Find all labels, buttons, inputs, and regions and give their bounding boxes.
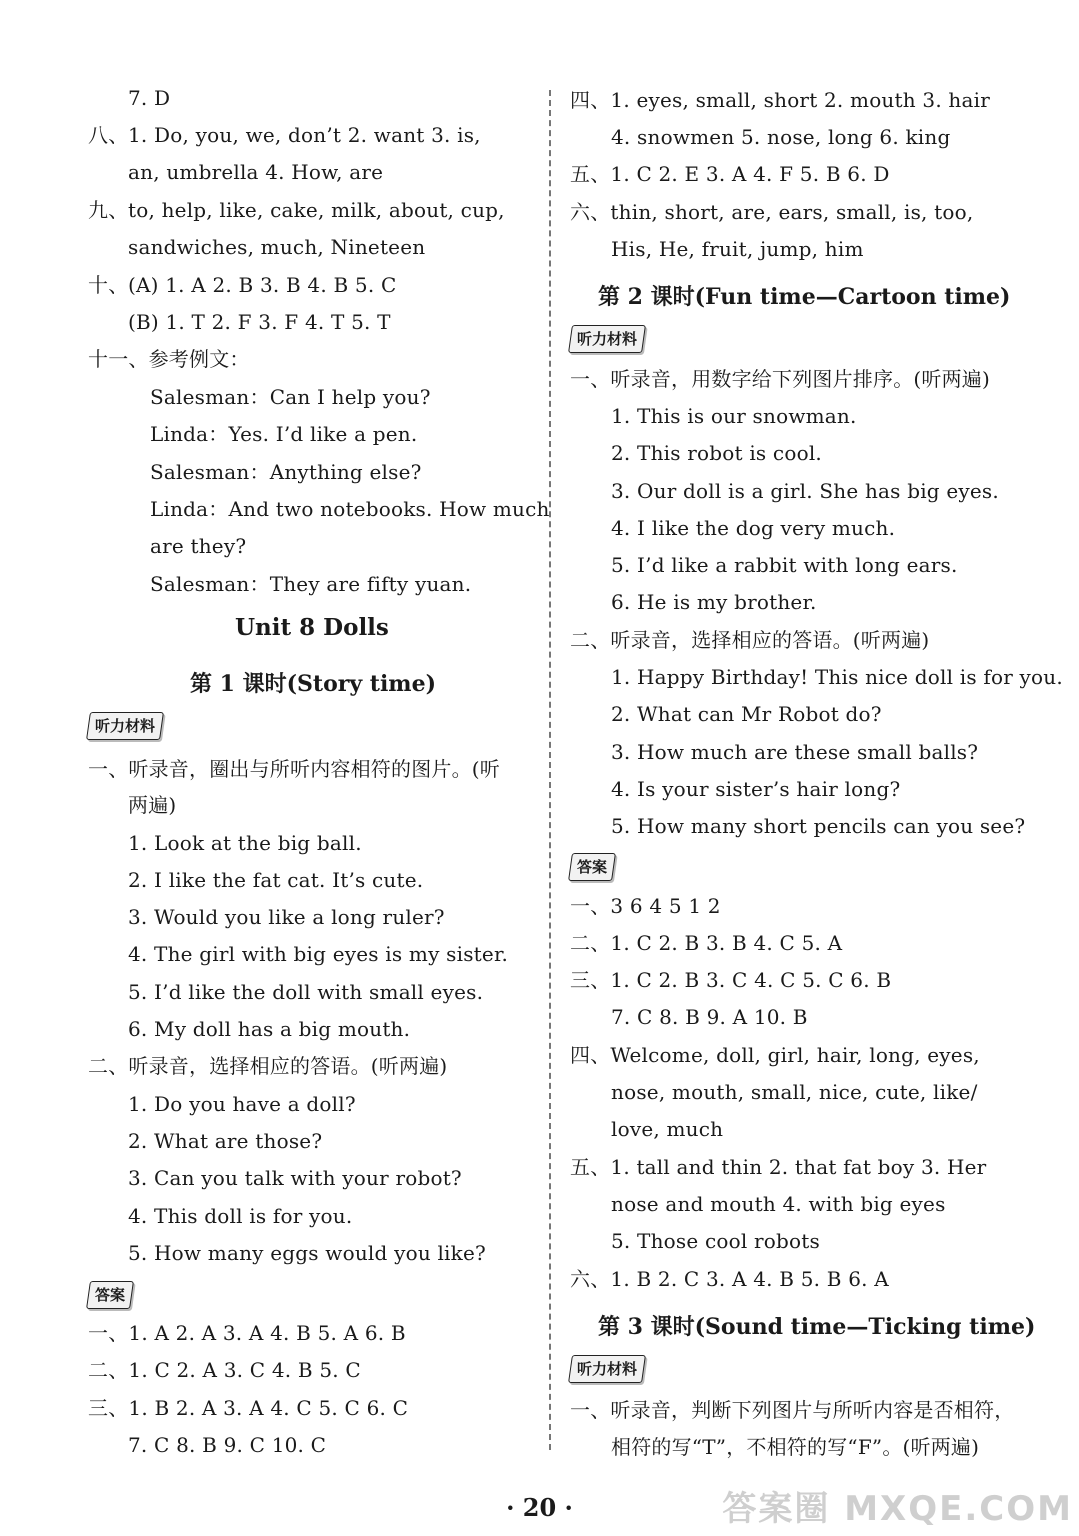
lesson-title: 第 1 课时(Story time): [190, 671, 436, 697]
answer-line: 7. C 8. B 9. A 10. B: [611, 1005, 808, 1029]
answer-line: 一、3 6 4 5 1 2: [570, 894, 721, 918]
section-heading: 十一、参考例文：: [88, 347, 250, 371]
answer-line: 三、1. B 2. A 3. A 4. C 5. C 6. C: [88, 1396, 409, 1420]
script-line: 3. Our doll is a girl. She has big eyes.: [611, 479, 999, 503]
question-heading: 二、听录音，选择相应的答语。(听两遍): [570, 628, 930, 652]
script-line: 2. What are those?: [128, 1129, 323, 1153]
answer-line: 四、Welcome, doll, girl, hair, long, eyes,: [570, 1043, 980, 1067]
answer-line: nose and mouth 4. with big eyes: [611, 1192, 946, 1216]
script-line: 4. This doll is for you.: [128, 1204, 353, 1228]
answer-tag: 答案: [86, 1281, 134, 1309]
answer-line: sandwiches, much, Nineteen: [128, 235, 426, 259]
answer-line: nose, mouth, small, nice, cute, like/: [611, 1080, 978, 1104]
answer-line: (B) 1. T 2. F 3. F 4. T 5. T: [128, 310, 391, 334]
listening-material-tag: 听力材料: [86, 712, 164, 740]
script-line: 3. How much are these small balls?: [611, 740, 979, 764]
answer-line: 7. C 8. B 9. C 10. C: [128, 1433, 327, 1457]
question-heading: 一、听录音，用数字给下列图片排序。(听两遍): [570, 367, 991, 391]
answer-line: 4. snowmen 5. nose, long 6. king: [611, 125, 951, 149]
script-line: 5. How many short pencils can you see?: [611, 814, 1026, 838]
page-number: · 20 ·: [506, 1493, 573, 1522]
watermark: 答案圈 MXQE.COM: [722, 1489, 1073, 1529]
answer-line: 1. Do, you, we, don’t 2. want 3. is,: [128, 123, 481, 147]
lesson-title: 第 2 课时(Fun time—Cartoon time): [598, 284, 1011, 310]
question-heading: 二、听录音，选择相应的答语。(听两遍): [88, 1054, 448, 1078]
answer-line: 二、1. C 2. A 3. C 4. B 5. C: [88, 1358, 361, 1382]
answer-tag: 答案: [568, 853, 616, 881]
answer-line: 7. D: [128, 86, 171, 110]
answer-line: love, much: [611, 1117, 724, 1141]
unit-title: Unit 8 Dolls: [235, 614, 389, 641]
script-line: 1. Do you have a doll?: [128, 1092, 356, 1116]
section-marker: 十、: [88, 273, 129, 297]
script-line: 4. I like the dog very much.: [611, 516, 896, 540]
script-line: 4. Is your sister’s hair long?: [611, 777, 901, 801]
script-line: 4. The girl with big eyes is my sister.: [128, 942, 509, 966]
answer-line: 二、1. C 2. B 3. B 4. C 5. A: [570, 931, 843, 955]
script-line: 5. I’d like a rabbit with long ears.: [611, 553, 958, 577]
dialogue-line: are they?: [150, 534, 247, 558]
section-marker: 九、: [88, 198, 129, 222]
script-line: 2. I like the fat cat. It’s cute.: [128, 868, 424, 892]
answer-line: an, umbrella 4. How, are: [128, 160, 384, 184]
dialogue-line: Linda：And two notebooks. How much: [150, 497, 550, 521]
script-line: 2. What can Mr Robot do?: [611, 702, 882, 726]
answer-line: 一、1. A 2. A 3. A 4. B 5. A 6. B: [88, 1321, 406, 1345]
answer-line: His, He, fruit, jump, him: [611, 237, 864, 261]
section-marker: 八、: [88, 123, 129, 147]
answer-line: 5. Those cool robots: [611, 1229, 820, 1253]
answer-line: to, help, like, cake, milk, about, cup,: [128, 198, 505, 222]
script-line: 5. I’d like the doll with small eyes.: [128, 980, 484, 1004]
answer-line: 六、thin, short, are, ears, small, is, too,: [570, 200, 974, 224]
script-line: 5. How many eggs would you like?: [128, 1241, 486, 1265]
script-line: 2. This robot is cool.: [611, 441, 822, 465]
question-heading: 一、听录音，圈出与所听内容相符的图片。(听: [88, 757, 501, 781]
script-line: 6. He is my brother.: [611, 590, 817, 614]
script-line: 3. Would you like a long ruler?: [128, 905, 445, 929]
question-heading: 一、听录音，判断下列图片与所听内容是否相符，: [570, 1398, 1015, 1422]
answer-line: 四、1. eyes, small, short 2. mouth 3. hair: [570, 88, 990, 112]
dialogue-line: Linda：Yes. I’d like a pen.: [150, 422, 418, 446]
dialogue-line: Salesman：They are fifty yuan.: [150, 572, 472, 596]
column-divider: [549, 90, 551, 1450]
answer-line: 六、1. B 2. C 3. A 4. B 5. B 6. A: [570, 1267, 889, 1291]
dialogue-line: Salesman：Anything else?: [150, 460, 422, 484]
lesson-title: 第 3 课时(Sound time—Ticking time): [598, 1314, 1036, 1340]
answer-line: 五、1. C 2. E 3. A 4. F 5. B 6. D: [570, 162, 890, 186]
answer-line: 三、1. C 2. B 3. C 4. C 5. C 6. B: [570, 968, 892, 992]
answer-line: (A) 1. A 2. B 3. B 4. B 5. C: [128, 273, 397, 297]
dialogue-line: Salesman：Can I help you?: [150, 385, 431, 409]
script-line: 1. Look at the big ball.: [128, 831, 362, 855]
question-heading: 相符的写“T”，不相符的写“F”。(听两遍): [611, 1435, 980, 1459]
script-line: 1. This is our snowman.: [611, 404, 857, 428]
script-line: 1. Happy Birthday! This nice doll is for you.: [611, 665, 1063, 689]
question-heading: 两遍): [128, 793, 177, 817]
answer-line: 五、1. tall and thin 2. that fat boy 3. Her: [570, 1155, 987, 1179]
script-line: 3. Can you talk with your robot?: [128, 1166, 462, 1190]
listening-material-tag: 听力材料: [568, 1355, 646, 1383]
script-line: 6. My doll has a big mouth.: [128, 1017, 411, 1041]
listening-material-tag: 听力材料: [568, 325, 646, 353]
